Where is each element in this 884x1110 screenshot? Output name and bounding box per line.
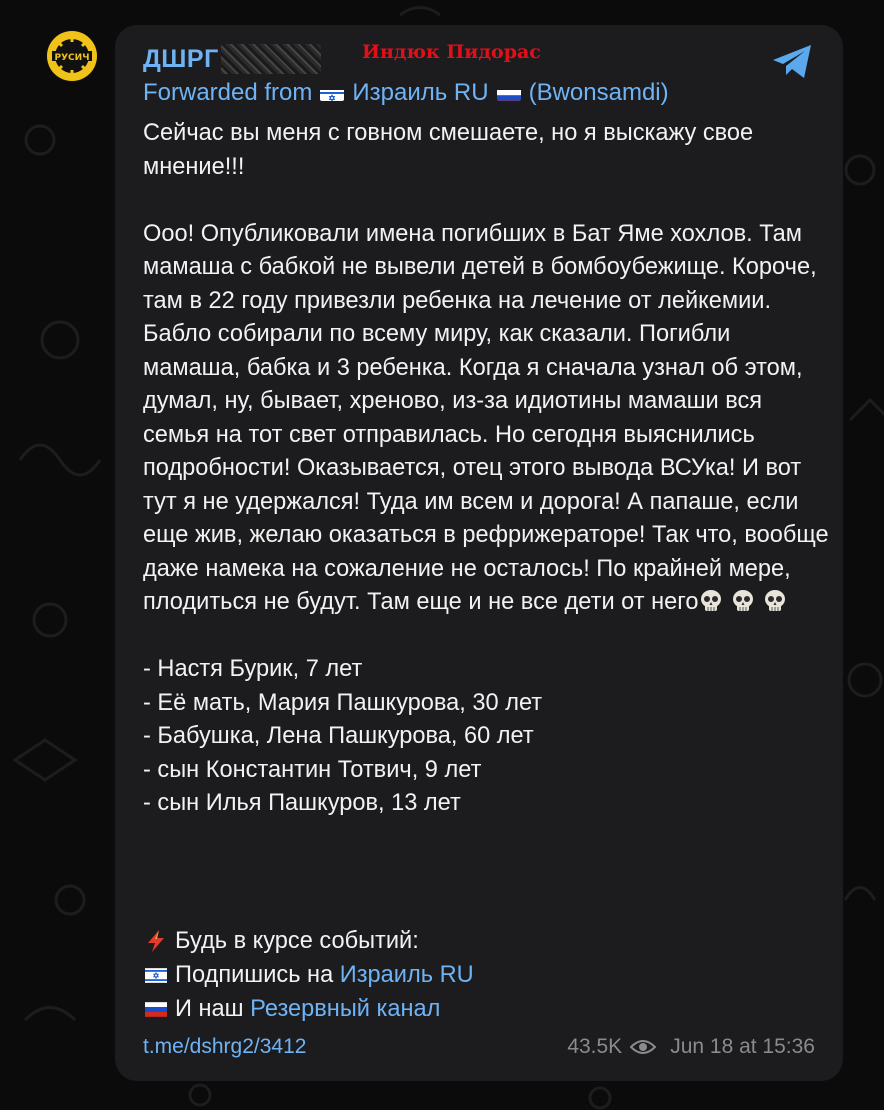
israel-flag-icon bbox=[320, 85, 344, 101]
forwarded-channel: Израиль RU bbox=[352, 79, 489, 106]
footer-line-1-text: Будь в курсе событий: bbox=[175, 928, 419, 954]
body-paragraph-1: Сейчас вы меня с говном смешаете, но я выскажу свое мнение!!! bbox=[143, 120, 760, 180]
overlay-caption: Индюк Пидорас bbox=[362, 41, 541, 63]
forwarded-prefix: Forwarded from bbox=[143, 79, 313, 106]
israel-ru-link[interactable]: Израиль RU bbox=[339, 962, 474, 988]
svg-text:РУСИЧ: РУСИЧ bbox=[54, 53, 90, 63]
channel-logo-icon bbox=[46, 30, 98, 82]
victim-line: - сын Константин Тотвич, 9 лет bbox=[143, 756, 482, 783]
eye-icon bbox=[630, 1038, 656, 1056]
skull-emoji-icon bbox=[763, 589, 787, 613]
footer-line-2-prefix: Подпишись на bbox=[175, 962, 340, 988]
skull-emojis bbox=[699, 589, 795, 615]
forwarded-from-line[interactable] bbox=[143, 79, 669, 107]
channel-avatar[interactable] bbox=[46, 30, 98, 82]
israel-flag-icon bbox=[143, 963, 169, 987]
reserve-channel-link[interactable]: Резервный канал bbox=[250, 996, 441, 1022]
message-meta bbox=[567, 1035, 815, 1059]
skull-emoji-icon bbox=[699, 589, 723, 613]
footer-line-3-prefix: И наш bbox=[175, 996, 251, 1022]
skull-emoji-icon bbox=[731, 589, 755, 613]
victim-line: - Настя Бурик, 7 лет bbox=[143, 656, 363, 682]
russia-flag-icon bbox=[497, 85, 521, 101]
message-footer-links bbox=[143, 924, 833, 1026]
message-date: Jun 18 at 15:36 bbox=[670, 1035, 815, 1058]
telegram-plane-icon[interactable] bbox=[771, 43, 815, 81]
redaction-block bbox=[221, 44, 321, 74]
message-header bbox=[143, 41, 321, 77]
channel-name[interactable]: ДШРГ bbox=[143, 44, 219, 73]
lightning-emoji-icon bbox=[143, 929, 169, 953]
forwarded-author: (Bwonsamdi) bbox=[528, 79, 669, 106]
message-bubble bbox=[115, 25, 843, 1081]
russia-flag-icon bbox=[143, 997, 169, 1021]
victim-line: - Бабушка, Лена Пашкурова, 60 лет bbox=[143, 723, 534, 749]
post-link[interactable]: t.me/dshrg2/3412 bbox=[143, 1035, 307, 1058]
message-body bbox=[143, 117, 836, 821]
footer-line-3 bbox=[143, 992, 833, 1026]
footer-line-2 bbox=[143, 958, 833, 992]
victim-line: - Её мать, Мария Пашкурова, 30 лет bbox=[143, 689, 543, 716]
view-count: 43.5K bbox=[567, 1035, 623, 1058]
body-paragraph-2: Ооо! Опубликовали имена погибших в Бат Яме хохлов. Там мамаша с бабкой не вывели детей в бомбоубежище. Короче, там в 22 году привезли ребенка на лечение от лейкемии. Бабло собирали по всему миру, как сказали. Погибли мамаша, бабка и 3 ребенка. Когда я сначала узнал об этом, думал, ну, бывает, хреново, из-за идиотины мамаши вся семья на тот свет отправилась. Но сегодня выяснились подробности! Оказывается, отец этого вывода ВСУка! И вот тут я не удержался! Туда им всем и дорога! А папаше, если еще жив, желаю оказаться в рефрижераторе! Так что, вообще даже намека на сожаление не осталось! По крайней мере, плодиться не будут. Там еще и не все дети от него bbox=[143, 220, 836, 615]
victim-line: - сын Илья Пашкуров, 13 лет bbox=[143, 790, 461, 816]
footer-line-1 bbox=[143, 924, 833, 958]
